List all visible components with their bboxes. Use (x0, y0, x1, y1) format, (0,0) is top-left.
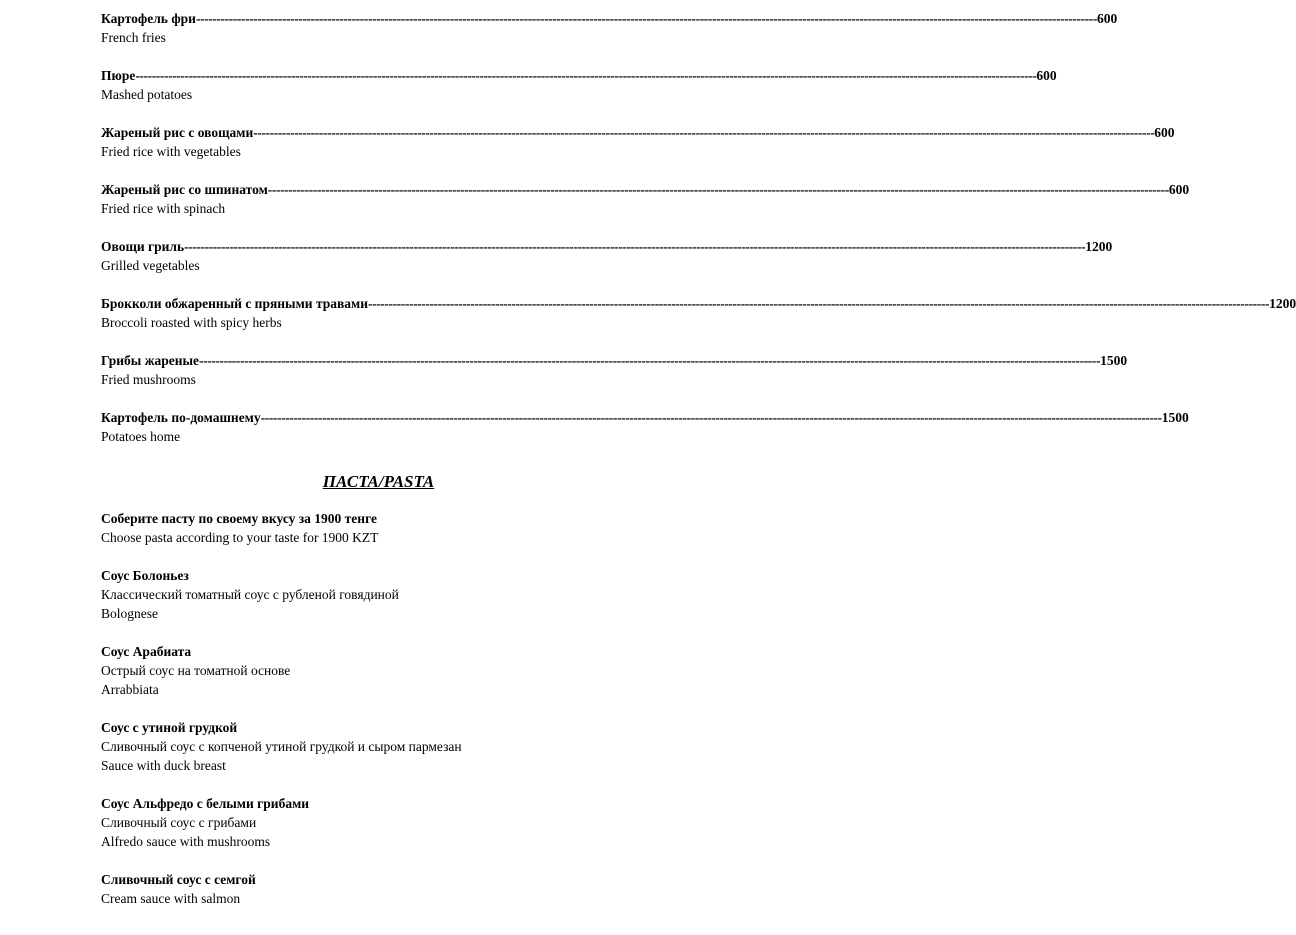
menu-item-name-en: Potatoes home (101, 429, 181, 444)
sauce-description: Сливочный соус с копченой утиной грудкой и сыром пармезан (101, 739, 462, 754)
menu-item-name-en: Fried mushrooms (101, 372, 196, 387)
menu-item-price: 1500 (1100, 353, 1128, 368)
sauce-description: Классический томатный соус с рубленой говядиной (101, 587, 399, 602)
menu-item-row (101, 66, 1057, 85)
sauce-item (101, 642, 661, 699)
sauce-name: Соус Болоньез (101, 568, 189, 583)
menu-item-row (101, 123, 1175, 142)
sauce-name: Соус Арабиата (101, 644, 192, 659)
sauce-item (101, 870, 661, 908)
dot-leader: ---------------------------------------------------------------------------------------------------------------------------------------------------------------------------------------------------------------------------- (195, 11, 1097, 26)
menu-item (101, 123, 1175, 161)
menu-item-name-en: Grilled vegetables (101, 258, 200, 273)
menu-page (101, 9, 1296, 927)
sauce-name-en: Cream sauce with salmon (101, 891, 241, 906)
sauce-description: Острый соус на томатной основе (101, 663, 291, 678)
menu-item-row (101, 9, 1118, 28)
menu-item-price: 600 (1168, 182, 1190, 197)
menu-item-price: 1200 (1085, 239, 1113, 254)
dot-leader: ---------------------------------------------------------------------------------------------------------------------------------------------------------------------------------------------------------------------------- (184, 239, 1086, 254)
menu-item-price: 600 (1036, 68, 1057, 83)
pasta-section-title: ПАСТА/PASTA (322, 472, 435, 491)
menu-item-name-en: Fried rice with spinach (101, 201, 226, 216)
menu-item-name-ru: Жареный рис с овощами (101, 125, 254, 140)
dot-leader: ---------------------------------------------------------------------------------------------------------------------------------------------------------------------------------------------------------------------------- (267, 182, 1169, 197)
menu-item-price: 600 (1154, 125, 1175, 140)
sauce-name-en: Bolognese (101, 606, 158, 621)
sauce-item (101, 566, 661, 623)
menu-item-name-ru: Грибы жареные (101, 353, 200, 368)
menu-item-price: 1500 (1161, 410, 1189, 425)
pasta-intro-en: Choose pasta according to your taste for 1900 KZT (101, 530, 379, 545)
dot-leader: ---------------------------------------------------------------------------------------------------------------------------------------------------------------------------------------------------------------------------- (253, 125, 1155, 140)
menu-item-name-en: Fried rice with vegetables (101, 144, 241, 159)
sauce-item (101, 794, 661, 851)
menu-item (101, 294, 1296, 332)
sauce-name: Соус с утиной грудкой (101, 720, 238, 735)
menu-item (101, 180, 1190, 218)
menu-item-name-ru: Пюре (101, 68, 136, 83)
sauce-list (101, 566, 661, 908)
pasta-intro (101, 509, 661, 547)
dot-leader: ---------------------------------------------------------------------------------------------------------------------------------------------------------------------------------------------------------------------------- (260, 410, 1162, 425)
menu-item-price: 1200 (1269, 296, 1296, 311)
dot-leader: ---------------------------------------------------------------------------------------------------------------------------------------------------------------------------------------------------------------------------- (199, 353, 1101, 368)
sauce-name-en: Sauce with duck breast (101, 758, 226, 773)
pasta-intro-ru: Соберите пасту по своему вкусу за 1900 тенге (101, 511, 378, 526)
menu-item-row (101, 408, 1189, 427)
menu-item-row (101, 237, 1113, 256)
sauce-name: Соус Альфредо с белыми грибами (101, 796, 310, 811)
menu-item (101, 66, 1057, 104)
menu-item-name-en: Broccoli roasted with spicy herbs (101, 315, 282, 330)
menu-item (101, 237, 1113, 275)
menu-item-name-ru: Картофель по-домашнему (101, 410, 261, 425)
menu-item-row (101, 351, 1128, 370)
dot-leader: ---------------------------------------------------------------------------------------------------------------------------------------------------------------------------------------------------------------------------- (135, 68, 1037, 83)
menu-item-row (101, 294, 1296, 313)
menu-item-name-en: Mashed potatoes (101, 87, 193, 102)
sauce-name-en: Alfredo sauce with mushrooms (101, 834, 271, 849)
menu-item (101, 408, 1189, 446)
sauce-description: Сливочный соус с грибами (101, 815, 257, 830)
menu-item-name-en: French fries (101, 30, 166, 45)
menu-item-name-ru: Картофель фри (101, 11, 196, 26)
menu-item-name-ru: Овощи гриль (101, 239, 185, 254)
menu-item-name-ru: Жареный рис со шпинатом (101, 182, 268, 197)
menu-item (101, 9, 1118, 47)
menu-item (101, 351, 1128, 389)
side-dishes-list (101, 9, 1296, 446)
sauce-name: Сливочный соус с семгой (101, 872, 256, 887)
menu-item-price: 600 (1097, 11, 1118, 26)
dot-leader: ---------------------------------------------------------------------------------------------------------------------------------------------------------------------------------------------------------------------------- (368, 296, 1270, 311)
menu-item-name-ru: Брокколи обжаренный с пряными травами (101, 296, 369, 311)
menu-item-row (101, 180, 1190, 199)
sauce-name-en: Arrabbiata (101, 682, 159, 697)
sauce-item (101, 718, 661, 775)
